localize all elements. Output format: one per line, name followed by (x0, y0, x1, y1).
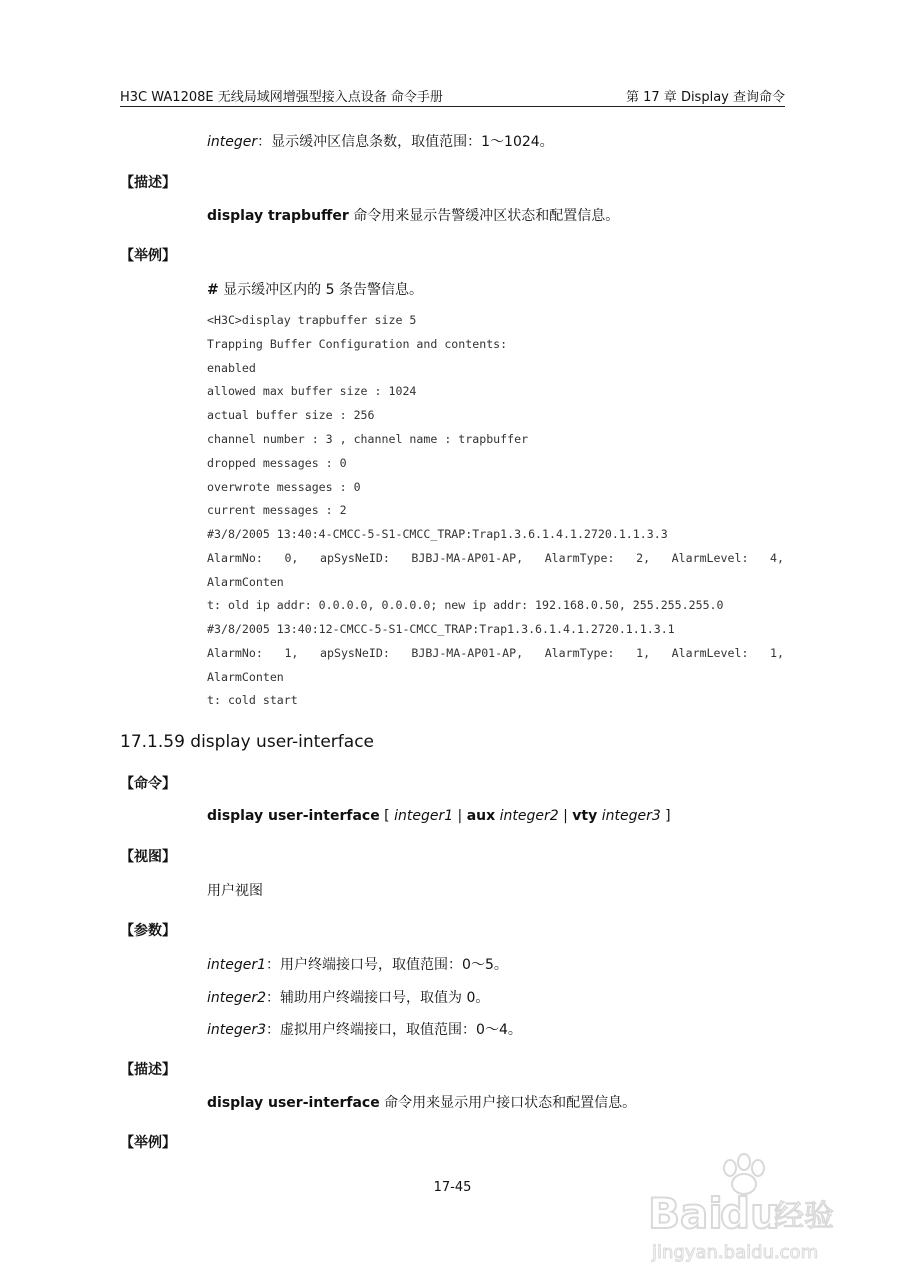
svg-text:Bai: Bai (648, 1189, 723, 1238)
code-token: AlarmNo: (207, 646, 263, 660)
command-name: display trapbuffer (207, 208, 349, 224)
page-header (120, 86, 785, 107)
keyword-aux: aux (466, 808, 496, 824)
command-name: display user-interface (207, 808, 380, 824)
code-line: AlarmConten (207, 575, 284, 589)
param-text: ：显示缓冲区信息条数，取值范围：1～1024。 (257, 134, 554, 150)
page-number: 17-45 (433, 1180, 472, 1195)
code-line: Trapping Buffer Configuration and contents: (207, 337, 508, 351)
section-description-heading: 【描述】 (120, 175, 176, 191)
description-line (207, 205, 619, 225)
baidu-watermark-logo (642, 1150, 847, 1270)
param-name: integer1 (207, 957, 267, 973)
alarm-line-1 (207, 551, 784, 565)
section-example-heading: 【举例】 (120, 248, 176, 264)
section-example-heading: 【举例】 (120, 1135, 176, 1151)
bracket-close: ] (660, 808, 671, 824)
code-line: overwrote messages : 0 (207, 480, 361, 494)
param-integer-line (207, 131, 554, 151)
code-token: 1, (284, 646, 299, 660)
description-text: 命令用来显示告警缓冲区状态和配置信息。 (348, 208, 620, 224)
param-name: integer2 (207, 990, 267, 1006)
param-integer1: integer1 (394, 808, 454, 824)
description-line (207, 1092, 636, 1112)
example-intro (207, 279, 423, 299)
code-token: BJBJ-MA-AP01-AP, (411, 551, 524, 565)
code-line: actual buffer size : 256 (207, 408, 375, 422)
param-line (207, 987, 489, 1007)
code-token: 2, (636, 551, 651, 565)
code-line: dropped messages : 0 (207, 456, 347, 470)
separator: | (558, 808, 573, 824)
code-token: 0, (284, 551, 299, 565)
section-command-heading: 【命令】 (120, 776, 176, 792)
section-title: 17.1.59 display user-interface (120, 732, 375, 752)
code-line: allowed max buffer size : 1024 (207, 384, 417, 398)
param-name: integer3 (207, 1022, 267, 1038)
code-token: AlarmType: (544, 551, 615, 565)
code-line: channel number : 3 , channel name : trapbuffer (207, 432, 529, 446)
header-chapter: 第 17 章 Display 查询命令 (626, 90, 785, 105)
section-params-heading: 【参数】 (120, 923, 176, 939)
bracket-open: [ (379, 808, 395, 824)
code-token: apSysNeID: (320, 551, 390, 565)
svg-text:经验: 经验 (774, 1199, 834, 1234)
code-line: t: cold start (207, 693, 298, 707)
param-name: integer (207, 134, 258, 150)
description-text: 命令用来显示用户接口状态和配置信息。 (379, 1095, 637, 1111)
code-line: t: old ip addr: 0.0.0.0, 0.0.0.0; new ip addr: 192.168.0.50, 255.255.255.0 (207, 598, 724, 612)
example-intro-text: 显示缓冲区内的 5 条告警信息。 (218, 282, 423, 298)
section-description-heading: 【描述】 (120, 1062, 176, 1078)
hash-mark: # (207, 282, 219, 298)
svg-text:jingyan.baidu.com: jingyan.baidu.com (652, 1242, 819, 1263)
code-token: 1, (636, 646, 651, 660)
code-token: AlarmNo: (207, 551, 263, 565)
param-integer2: integer2 (495, 808, 559, 824)
view-text: 用户视图 (207, 883, 263, 899)
keyword-vty: vty (572, 808, 598, 824)
code-token: BJBJ-MA-AP01-AP, (411, 646, 524, 660)
command-syntax (207, 808, 671, 824)
code-line: enabled (207, 361, 256, 375)
code-line: current messages : 2 (207, 503, 347, 517)
header-title: H3C WA1208E 无线局域网增强型接入点设备 命令手册 (120, 90, 443, 105)
alarm-line-2 (207, 646, 784, 660)
svg-text:du: du (720, 1189, 780, 1238)
param-integer3: integer3 (597, 808, 661, 824)
code-token: AlarmLevel: (671, 646, 749, 660)
command-name: display user-interface (207, 1095, 380, 1111)
code-line: <H3C>display trapbuffer size 5 (207, 313, 417, 327)
param-text: ：辅助用户终端接口号，取值为 0。 (266, 990, 490, 1006)
code-token: AlarmLevel: (671, 551, 749, 565)
param-text: ：用户终端接口号，取值范围：0～5。 (266, 957, 508, 973)
param-line (207, 1019, 522, 1039)
param-line (207, 954, 508, 974)
param-text: ：虚拟用户终端接口，取值范围：0～4。 (266, 1022, 522, 1038)
code-token: apSysNeID: (320, 646, 390, 660)
separator: | (453, 808, 467, 824)
code-token: 4, (770, 551, 784, 565)
code-line: AlarmConten (207, 670, 284, 684)
code-token: AlarmType: (544, 646, 615, 660)
code-line: #3/8/2005 13:40:12-CMCC-5-S1-CMCC_TRAP:Trap1.3.6.1.4.1.2720.1.1.3.1 (207, 622, 675, 636)
code-token: 1, (770, 646, 784, 660)
code-line: #3/8/2005 13:40:4-CMCC-5-S1-CMCC_TRAP:Trap1.3.6.1.4.1.2720.1.1.3.3 (207, 527, 668, 541)
section-view-heading: 【视图】 (120, 849, 176, 865)
